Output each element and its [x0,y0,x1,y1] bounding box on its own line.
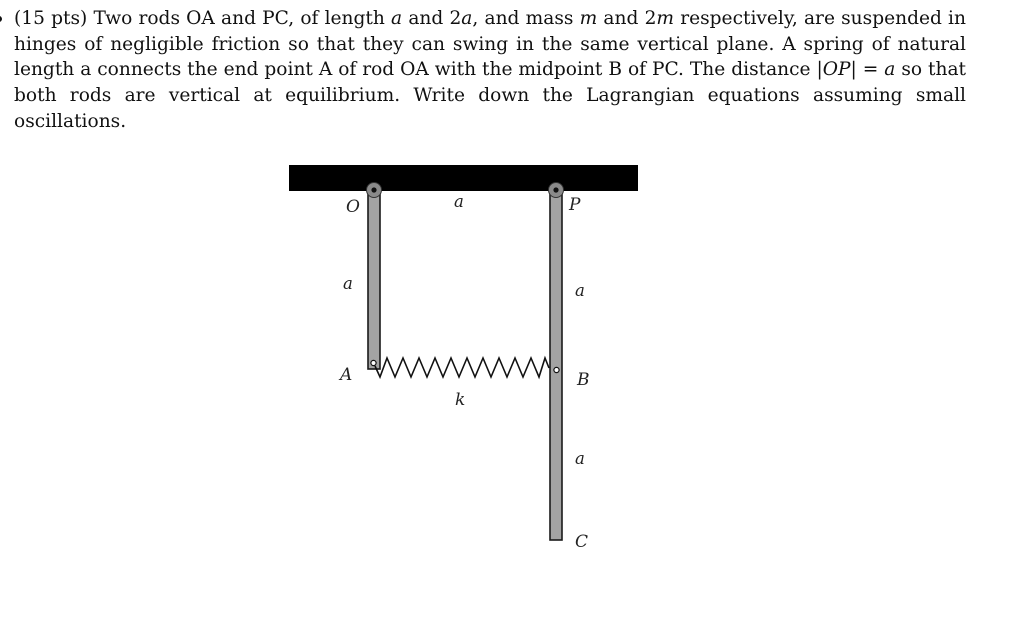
label-o: O [346,197,360,217]
hinge-o [367,183,382,198]
rod-oa [368,191,380,369]
attachment-point-a [371,360,376,365]
spring-k [375,358,549,377]
var-m: m [579,8,598,29]
problem-text-5: respectively, are suspended in hinges of negligible friction so that they can swing in the same vertical plane. A spring of natural length a connects the end point A of rod OA with the midpoint B of PC. The distance | [14,8,966,81]
problem-text-4: and 2 [597,8,657,29]
problem-text-2: and 2 [402,8,462,29]
problem-text-6: | = [850,59,885,81]
hinge-p [549,183,564,198]
var-op: OP [822,59,851,81]
label-a-left: a [343,274,353,293]
label-k: k [455,390,466,410]
label-a-right-upper: a [575,281,585,300]
rod-pc [550,191,562,540]
attachment-point-b [554,367,559,372]
var-a-2: a [461,8,473,29]
label-a-top: a [454,192,464,211]
var-m-2: m [656,8,675,29]
points-label: (15 pts) [14,8,88,29]
problem-text-1: Two rods OA and PC, of length [93,8,392,29]
label-b-point: B [577,370,590,390]
label-a-point: A [340,365,353,385]
var-a: a [391,8,403,29]
label-a-right-lower: a [575,449,585,468]
problem-text-7: so that both rods are vertical at equilibrium. Write down the Lagrangian equations assuming small oscillations. [14,59,967,132]
var-a-3: a [884,59,896,81]
ceiling-support [289,165,638,191]
label-c-point: C [575,532,589,552]
problem-text-3: , and mass [472,8,580,29]
label-p: P [569,195,581,215]
